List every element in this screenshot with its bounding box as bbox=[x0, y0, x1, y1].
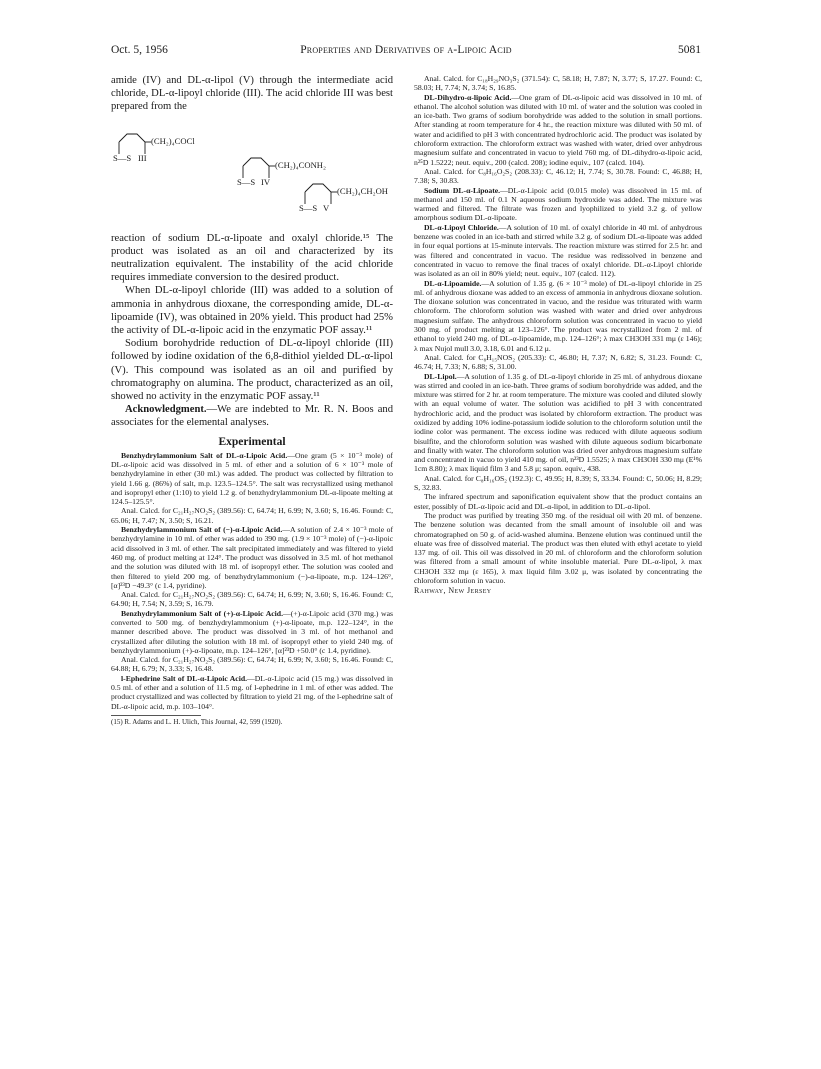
anal-dihydrolipoic: Anal. Calcd. for C₈H₁₆O₂S₂ (208.33): C, 46.12; H, 7.74; S, 30.78. Found: C, 46.88; H, 7.38; S, 30.83. bbox=[414, 166, 702, 186]
structure-iv-label: IV bbox=[261, 176, 271, 187]
exp-lipoamide-title: DL-α-Lipoamide. bbox=[424, 278, 482, 288]
exp-lipoyl-chloride bbox=[414, 223, 702, 279]
anal-lipoamide: Anal. Calcd. for C₈H₁₅NOS₂ (205.33): C, 46.80; H, 7.37; N, 6.82; S, 31.23. Found: C, 46.74; H, 7.33; N, 6.88; S, 31.00. bbox=[414, 352, 702, 372]
page-number: 5081 bbox=[678, 44, 701, 56]
paragraph-ester-note: The infrared spectrum and saponification equivalent show that the product contains an ester, possibly of DL-α-lipoic acid and DL-α-lipol, in addition to DL-α-lipol. bbox=[414, 492, 702, 511]
paragraph-lipol: Sodium borohydride reduction of DL-α-lipoyl chloride (III) followed by iodine oxidation of the 6,8-dithiol yielded DL-α-lipol (V). This compound was isolated as an oil and purified by chromatography on alumina. The product, characterized as an oil, showed no activity in the enzymatic POF assay.¹¹ bbox=[111, 338, 393, 403]
exp-benzhydryl-dl bbox=[111, 451, 393, 507]
affiliation: Rahway, New Jersey bbox=[414, 586, 492, 596]
exp-lipol bbox=[414, 372, 702, 474]
anal-benzhydryl-minus: Anal. Calcd. for C₂₁H₂₇NO₂S₂ (389.56): C, 64.74; H, 6.99; N, 3.60; S, 16.46. Found: C, 64.90; H, 7.54; N, 3.59; S, 16.79. bbox=[111, 590, 393, 609]
running-title: Properties and Derivatives of α-Lipoic Acid bbox=[300, 44, 512, 56]
acknowledgment bbox=[111, 403, 393, 429]
exp-benzhydryl-minus-text: —A solution of 2.4 × 10⁻³ mole of benzhydrylamine in 10 ml. of ether was added to 390 mg. (1.9 × 10⁻³ mole) of (−)-α-lipoic acid dissolved in 3 ml. of ether. The salt precipitated immediately and was filtered to yield 460 mg. of product melting at 124°. The product was dissolved in 3.5 ml. of hot methanol and the solution was diluted with 18 ml. of isopropyl ether. The solution was cooled and then filtered to yield 200 mg. of benzhydrylammonium (−)-α-lipoate, m.p. 124–126°, [α]²³D −49.3° (c 1.4, pyridine). bbox=[111, 525, 394, 590]
exp-ephedrine-salt bbox=[111, 674, 393, 711]
structure-v-chain: (CH₂)₄CH₂OH bbox=[337, 185, 389, 196]
exp-benzhydryl-minus-title: Benzhydrylammonium Salt of (−)-α-Lipoic Acid. bbox=[121, 525, 283, 535]
paragraph-lipoamide: When DL-α-lipoyl chloride (III) was added to a solution of ammonia in anhydrous dioxane, the corresponding amide, DL-α-lipoamide (IV), was obtained in 20% yield. This product had 25% the activity of DL-α-lipoic acid in the enzymatic POF assay.¹¹ bbox=[111, 285, 393, 337]
exp-benzhydryl-plus-text: —(+)-α-Lipoic acid (370 mg.) was converted to 500 mg. of benzhydrylammonium (+)-α-lipoate, m.p. 122–124°, in the manner described above. The product was dissolved in 3 ml. of hot methanol and crystallized after diluting the solution with 18 ml. of isopropyl ether to yield 240 mg. of benzhydrylammonium (+)-α-lipoate, m.p. 124–126°, [α]²³D +50.0° (c 1.4, pyridine). bbox=[111, 608, 394, 655]
footnote-rule bbox=[111, 715, 201, 716]
running-head bbox=[111, 44, 701, 60]
anal-lipol: Anal. Calcd. for C₈H₁₆OS₂ (192.3): C, 49.95; H, 8.39; S, 33.34. Found: C, 50.06; H, 8.29; S, 32.83. bbox=[414, 473, 702, 493]
exp-lipol-title: DL-Lipol. bbox=[424, 371, 457, 381]
exp-dihydrolipoic bbox=[414, 93, 702, 167]
exp-benzhydryl-dl-text: —One gram (5 × 10⁻³ mole) of DL-α-lipoic acid was dissolved in 5 ml. of ether and a solution of 6 × 10⁻³ mole of benzhydrylamine in ether (30 ml.) was added. The product was collected by filtration to yield 1.66 g. (86%) of salt, m.p. 123.5–124.5°. The salt was recrystallized using methanol and isopropyl ether (1:10) to yield 1.2 g. of benzhydrylammonium DL-α-lipoate melting at 124.5–125.5°. bbox=[111, 450, 393, 507]
paragraph-purification: The product was purified by treating 350 mg. of the residual oil with 20 ml. of benzene. The benzene solution was decanted from the small amount of insoluble oil and was chromatographed on 50 g. of acid-washed alumina. Benzene elution was continued until the eluate was free of dissolved material. The product was then eluted with ethyl acetate to yield 137 mg. of oil. This oil was dissolved in 20 ml. of chloroform and the chloroform solution was filtered from a small amount of white insoluble material. Pure DL-α-lipol, λ max CH3OH 332 mμ (ε 165), λ max liquid film 3.02 μ, was isolated by concentrating the chloroform solution in vacuo. bbox=[414, 510, 702, 586]
dithiolane-ring-drawings bbox=[111, 114, 393, 232]
structure-v-label: V bbox=[323, 202, 330, 213]
paragraph-acid-chloride: reaction of sodium DL-α-lipoate and oxalyl chloride.¹⁵ The product was isolated as an oil and characterized by its neutralization equivalent. The instability of the acid chloride requires immediate conversion to the desired product. bbox=[111, 232, 393, 284]
intro-paragraph: amide (IV) and DL-α-lipol (V) through the intermediate acid chloride, DL-α-lipoyl chloride (III). The acid chloride III was best prepared from the bbox=[111, 75, 393, 113]
acknowledgment-title: Acknowledgment. bbox=[125, 404, 207, 416]
footnote-15: (15) R. Adams and L. H. Ulich, This Journal, 42, 599 (1920). bbox=[111, 717, 283, 726]
exp-lipoyl-chloride-text: —A solution of 10 ml. of oxalyl chloride in 40 ml. of anhydrous benzene was cooled in an ice-bath and stirred while 3.2 g. of sodium DL-α-lipoate was added in four equal portions at 15-minute intervals. The reaction mixture was stirred for 2.5 hr. and was filtered and concentrated in vacuo. The residue was redissolved in benzene and concentrated in vacuo to remove the final traces of oxalyl chloride. DL-α-Lipoyl chloride was isolated as an oil in 80% yield; neut. equiv., 107 (calcd. 112). bbox=[414, 222, 702, 279]
structure-diagrams bbox=[111, 114, 393, 232]
structure-iii-sulfur: S—S bbox=[113, 152, 132, 163]
structure-iii-label: III bbox=[138, 152, 147, 163]
structure-iv-sulfur: S—S bbox=[237, 176, 256, 187]
experimental-heading: Experimental bbox=[218, 435, 286, 448]
exp-lipoamide bbox=[414, 279, 702, 353]
acknowledgment-text: —We are indebted to Mr. R. N. Boos and associates for the elemental analyses. bbox=[111, 404, 393, 429]
exp-sodium-lipoate-text: —DL-α-Lipoic acid (0.015 mole) was dissolved in 15 ml. of methanol and 150 ml. of 0.1 N aqueous sodium hydroxide was added. The mixture was warmed and filtered. The filtrate was frozen and lyophilized to yield 3.2 g. of yellow amorphous sodium DL-α-lipoate. bbox=[414, 185, 702, 223]
left-column bbox=[111, 74, 393, 727]
exp-benzhydryl-dl-title: Benzhydrylammonium Salt of DL-α-Lipoic Acid. bbox=[121, 450, 288, 460]
exp-benzhydryl-plus-title: Benzhydrylammonium Salt of (+)-α-Lipoic Acid. bbox=[121, 608, 284, 618]
exp-sodium-lipoate-title: Sodium DL-α-Lipoate. bbox=[424, 185, 501, 195]
exp-ephedrine-salt-title: l-Ephedrine Salt of DL-α-Lipoic Acid. bbox=[121, 673, 248, 683]
anal-benzhydryl-dl: Anal. Calcd. for C₂₁H₂₇NO₂S₂ (389.56): C, 64.74; H, 6.99; N, 3.60; S, 16.46. Found: C, 65.06; H, 7.47; N, 3.50; S, 16.21. bbox=[111, 506, 393, 525]
exp-benzhydryl-plus bbox=[111, 609, 393, 655]
anal-ephedrine-salt: Anal. Calcd. for C₁₈H₂₉NO₃S₂ (371.54): C, 58.18; H, 7.87; N, 3.77; S, 17.27. Found: C, 58.03; H, 7.74; N, 3.74; S, 16.85. bbox=[414, 74, 702, 93]
structure-v-sulfur: S—S bbox=[299, 202, 318, 213]
exp-benzhydryl-minus bbox=[111, 525, 393, 590]
exp-lipoyl-chloride-title: DL-α-Lipoyl Chloride. bbox=[424, 222, 499, 232]
exp-sodium-lipoate bbox=[414, 186, 702, 223]
structure-iii-chain: (CH₂)₄COCl bbox=[151, 135, 195, 146]
exp-lipoamide-text: —A solution of 1.35 g. (6 × 10⁻³ mole) of DL-α-lipoyl chloride in 25 ml. of anhydrous dioxane was added to an excess of ammonia in anhydrous dioxane solution. The dioxane solution was concentrated in vacuo, and the residue was triturated with warm chloroform. The chloroform solution was washed with water and dried over anhydrous magnesium sulfate. The anhydrous chloroform solution was concentrated in vacuo to yield 300 mg. of product melting at 123–126°. The product was recrystallized from 2 ml. of ethanol to yield 240 mg. of DL-α-lipoamide, m.p. 124–126°; λ max CH3OH 331 mμ (ε 146); λ max Nujol mull 3.0, 3.18, 6.01 and 6.12 μ. bbox=[414, 278, 702, 353]
anal-benzhydryl-plus: Anal. Calcd. for C₂₁H₂₇NO₂S₂ (389.56): C, 64.74; H, 6.99; N, 3.60; S, 16.46. Found: C, 64.88; H, 6.79; N, 3.33; S, 16.48. bbox=[111, 655, 393, 674]
exp-lipol-text: —A solution of 1.35 g. of DL-α-lipoyl chloride in 25 ml. of anhydrous dioxane was stirred and cooled in an ice-bath. Three grams of sodium borohydride was added, and the mixture was stirred for 2 hr. at room temperature. The mixture was cooled and diluted slowly with an equal volume of water. The solution was acidified to pH 3 with concentrated hydrochloric acid, and the product was isolated by chloroform extraction. The product was oxidized by adding 10% iodine-potassium iodide solution to the chloroform solution until the iodine color was permanent. The excess iodine was reduced with dilute aqueous sodium bisulfite, and the chloroform solution was washed with dilute aqueous sodium bicarbonate and finally with water. The chloroform solution was dried over anhydrous magnesium sulfate and concentrated in vacuo to yield 410 mg. of oil, n²³D 1.5525; λ max CH3OH 330 mμ (E¹% 1cm 8.80); λ max liquid film 3 and 5.8 μ; sapon. equiv., 438. bbox=[414, 371, 702, 474]
issue-date: Oct. 5, 1956 bbox=[111, 44, 168, 56]
exp-dihydrolipoic-title: DL-Dihydro-α-lipoic Acid. bbox=[424, 92, 512, 102]
structure-iv-chain: (CH₂)₄CONH₂ bbox=[275, 159, 327, 170]
exp-ephedrine-salt-text: —DL-α-Lipoic acid (15 mg.) was dissolved in 0.5 ml. of ether and a solution of 11.5 mg. of l-ephedrine in 1 ml. of ether was added. The product crystallized and was collected by filtration to yield 21 mg. of the l-ephedrine salt of DL-α-lipoic acid, m.p. 103–104°. bbox=[111, 673, 393, 711]
exp-dihydrolipoic-text: —One gram of DL-α-lipoic acid was dissolved in 10 ml. of ethanol. The alcohol solution was diluted with 10 ml. of water and the solution was cooled in an ice-bath. Two grams of sodium borohydride was added to the solution in small portions. After standing at room temperature for 4 hr., the reaction mixture was diluted with 50 ml. of water and acidified to pH 3 with concentrated hydrochloric acid. The product was isolated by chloroform extraction. The chloroform extract was washed with water, dried over anhydrous magnesium sulfate and concentrated in vacuo to yield 760 mg. of DL-dihydro-α-lipoic acid, n²⁵D 1.5222; neut. equiv., 200 (calcd. 208); iodine equiv., 107 (calcd. 104). bbox=[414, 92, 702, 167]
right-column bbox=[414, 74, 702, 595]
